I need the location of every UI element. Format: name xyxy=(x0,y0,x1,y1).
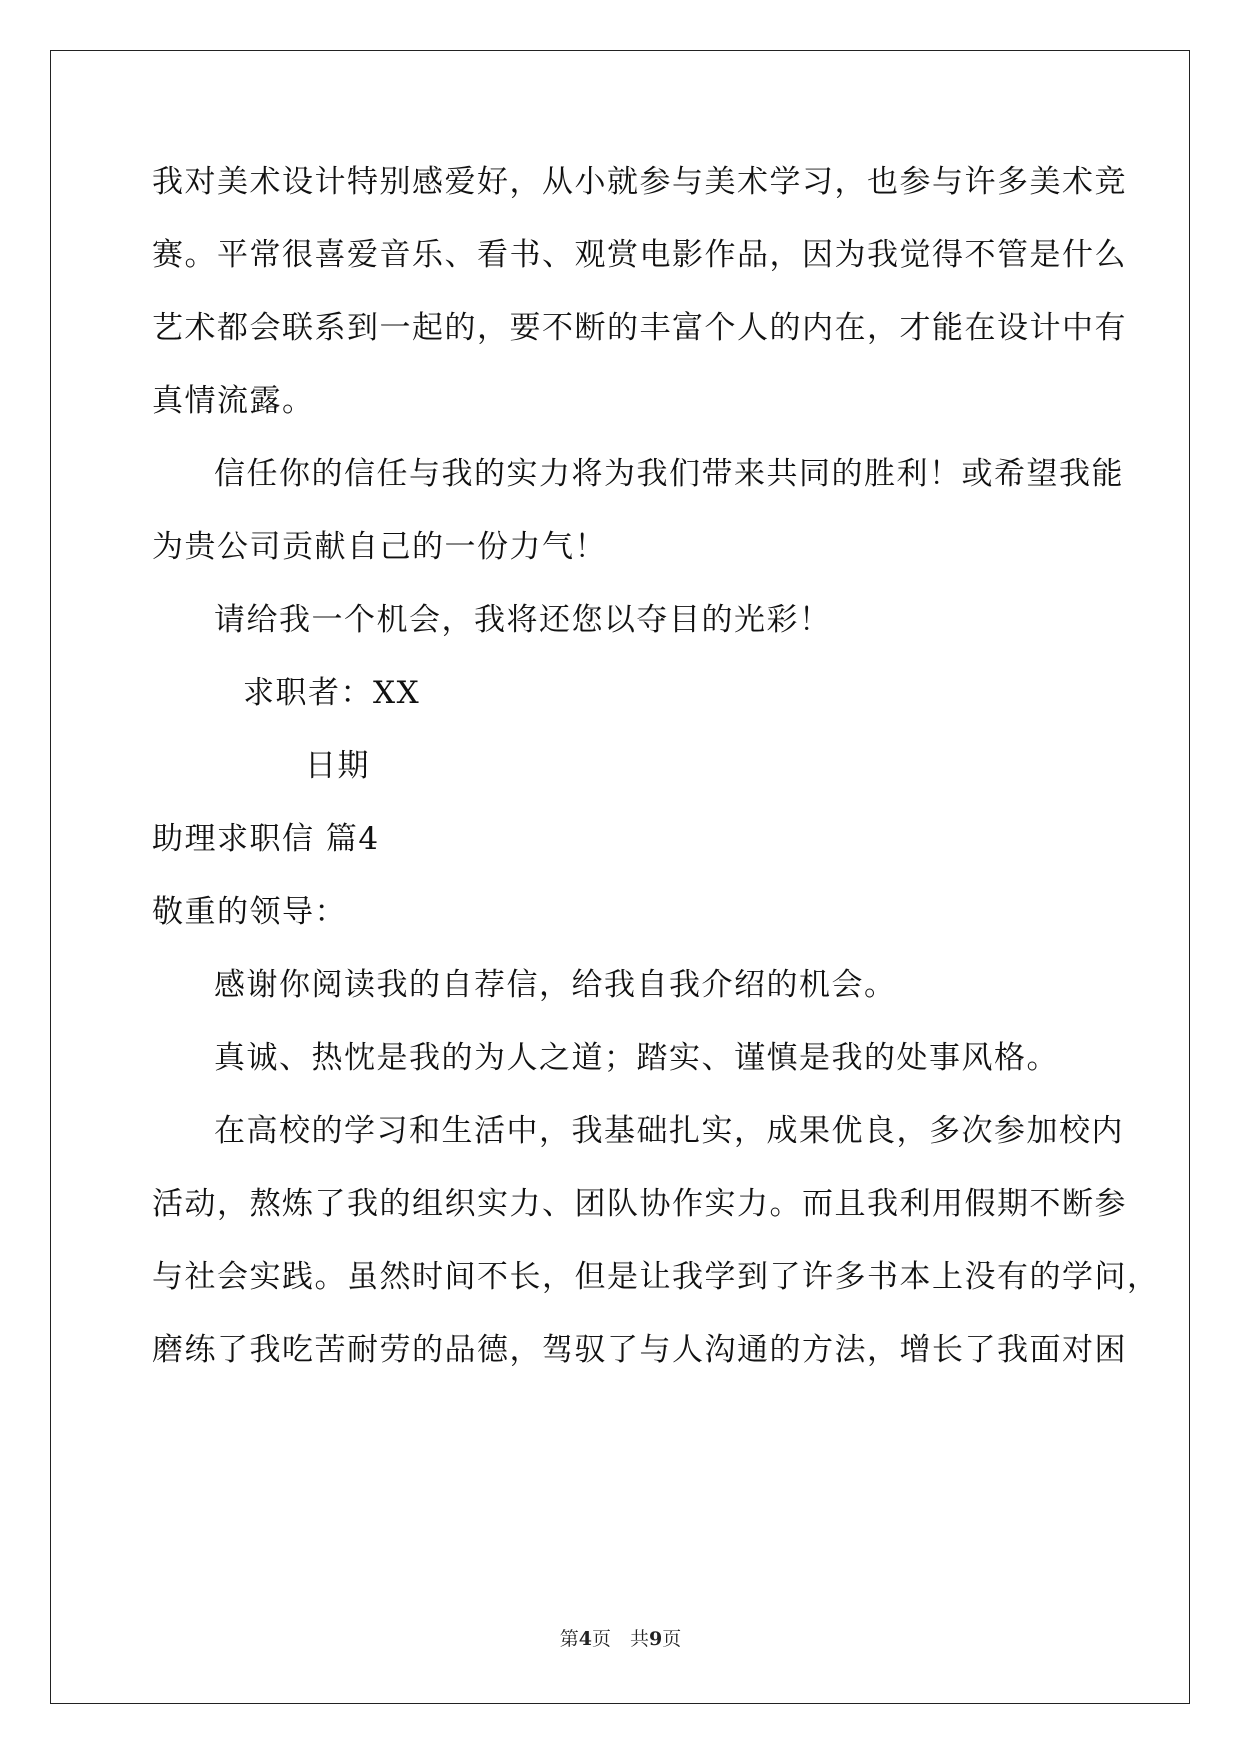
text-line-3: 艺术都会联系到一起的，要不断的丰富个人的内在，才能在设计中有 xyxy=(152,310,1127,346)
page-border xyxy=(50,50,1190,1704)
text-line-17: 磨练了我吃苦耐劳的品德，驾驭了与人沟通的方法，增长了我面对困 xyxy=(152,1332,1127,1368)
text-line-15: 活动，熬炼了我的组织实力、团队协作实力。而且我利用假期不断参 xyxy=(152,1186,1127,1222)
applicant-signature: 求职者：XX xyxy=(243,675,421,711)
text-line-4: 真情流露。 xyxy=(152,383,315,419)
text-line-14: 在高校的学习和生活中，我基础扎实，成果优良，多次参加校内 xyxy=(214,1113,1124,1149)
footer-middle: 页 共 xyxy=(591,1628,649,1650)
salutation: 敬重的领导： xyxy=(152,894,347,930)
current-page-number: 4 xyxy=(578,1628,592,1650)
text-line-12: 感谢你阅读我的自荐信，给我自我介绍的机会。 xyxy=(214,967,897,1003)
text-line-1: 我对美术设计特别感爱好，从小就参与美术学习，也参与许多美术竞 xyxy=(152,164,1127,200)
page-footer xyxy=(0,1627,1241,1651)
text-line-13: 真诚、热忱是我的为人之道；踏实、谨慎是我的处事风格。 xyxy=(214,1040,1059,1076)
section-heading: 助理求职信 篇4 xyxy=(152,821,380,857)
date-label: 日期 xyxy=(305,748,370,784)
text-line-2: 赛。平常很喜爱音乐、看书、观赏电影作品，因为我觉得不管是什么 xyxy=(152,237,1127,273)
text-line-5: 信任你的信任与我的实力将为我们带来共同的胜利！或希望我能 xyxy=(214,456,1124,492)
text-line-7: 请给我一个机会，我将还您以夺目的光彩！ xyxy=(214,602,832,638)
text-line-6: 为贵公司贡献自己的一份力气！ xyxy=(152,529,607,565)
footer-suffix: 页 xyxy=(662,1628,682,1650)
total-page-number: 9 xyxy=(649,1628,663,1650)
text-line-16: 与社会实践。虽然时间不长，但是让我学到了许多书本上没有的学问， xyxy=(152,1259,1160,1295)
footer-prefix: 第 xyxy=(559,1628,579,1650)
